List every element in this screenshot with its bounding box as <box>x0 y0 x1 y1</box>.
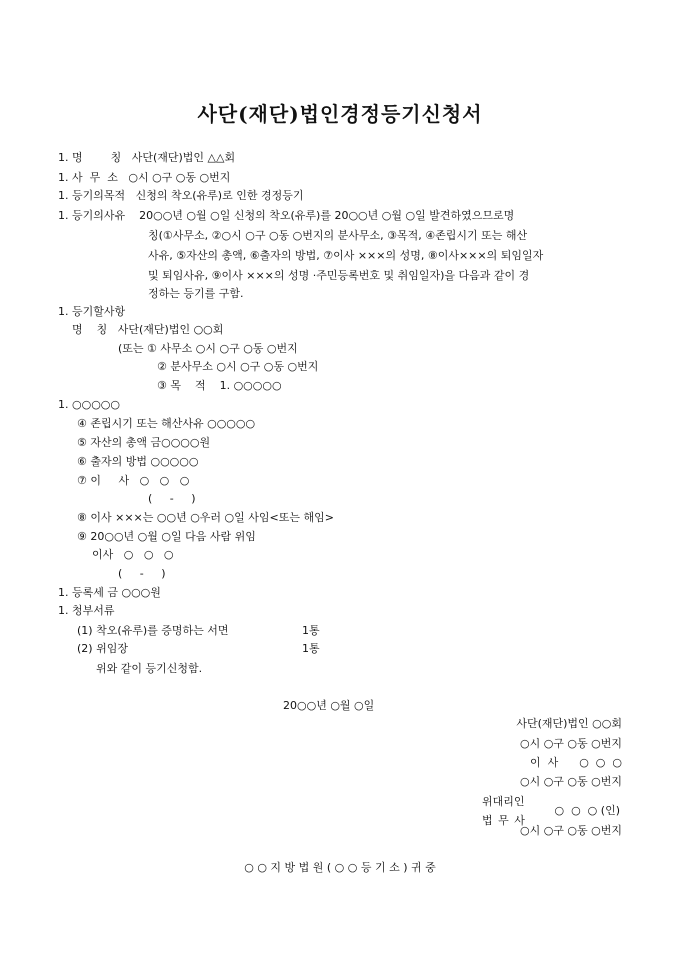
applicant-address: ○시 ○구 ○동 ○번지 <box>519 737 622 750</box>
field-cause-line: 및 퇴임사유, ⑨이사 ×××의 성명 ·주민등록번호 및 취임일자)을 다음과 같이 경 <box>148 269 530 282</box>
recipient-court: ○ ○ 지 방 법 원 ( ○ ○ 등 기 소 ) 귀 중 <box>244 861 436 874</box>
attachment-label: (2) 위임장 <box>77 642 128 655</box>
section-attachments: 1. 청부서류 <box>58 604 115 617</box>
reg-alt-purpose: ③ 목 적 1. ○○○○○ <box>157 379 282 392</box>
director-address: ○시 ○구 ○동 ○번지 <box>519 775 622 788</box>
field-office: 1. 사 무 소 ○시 ○구 ○동 ○번지 <box>58 171 231 184</box>
agent-label: 위대리인 <box>482 795 525 808</box>
director-name: 이 사 ○ ○ ○ <box>529 756 622 769</box>
agent-address: ○시 ○구 ○동 ○번지 <box>519 824 622 837</box>
attachment-label: (1) 착오(유루)를 증명하는 서면 <box>77 624 229 637</box>
field-cause-line: 정하는 등기를 구함. <box>148 287 244 300</box>
attachment-count: 1통 <box>302 624 320 637</box>
field-purpose: 1. 등기의목적 신청의 착오(유루)로 인한 경정등기 <box>58 189 304 202</box>
section-registration-items: 1. 등기할사항 <box>58 305 126 318</box>
field-cause-line: 칭(①사무소, ②○시 ○구 ○동 ○번지의 분사무소, ③목적, ④존립시기 또는 해산 <box>148 229 528 242</box>
agent-title: 법 무 사 <box>482 814 526 827</box>
attachment-count: 1통 <box>302 642 320 655</box>
field-cause: 1. 등기의사유 20○○년 ○월 ○일 신청의 착오(유루)를 20○○년 ○월 ○일 발견하였으므로명 <box>58 209 515 222</box>
reg-rrn: ( - ) <box>118 567 166 580</box>
field-cause-line: 사유, ⑤자산의 총액, ⑥출자의 방법, ⑦이사 ×××의 성명, ⑧이사×××의 퇴임일자 <box>148 249 544 262</box>
reg-item: ⑤ 자산의 총액 금○○○○원 <box>77 436 211 449</box>
application-date: 20○○년 ○월 ○일 <box>283 699 375 712</box>
reg-item: 1. ○○○○○ <box>58 398 120 411</box>
document-title: 사단(재단)법인경정등기신청서 <box>197 102 483 126</box>
reg-rrn: ( - ) <box>148 492 196 505</box>
reg-item: ⑥ 출자의 방법 ○○○○○ <box>77 455 199 468</box>
field-tax: 1. 등록세 금 ○○○원 <box>58 586 161 599</box>
closing-statement: 위와 같이 등기신청함. <box>96 662 203 675</box>
reg-alt-office: (또는 ① 사무소 ○시 ○구 ○동 ○번지 <box>118 342 298 355</box>
field-name: 1. 명 칭 사단(재단)법인 △△회 <box>58 151 236 164</box>
reg-director: 이사 ○ ○ ○ <box>92 548 174 561</box>
reg-item: ⑨ 20○○년 ○월 ○일 다음 사람 위임 <box>77 530 256 543</box>
reg-alt-branch: ② 분사무소 ○시 ○구 ○동 ○번지 <box>157 360 319 373</box>
reg-item: ④ 존립시기 또는 해산사유 ○○○○○ <box>77 417 256 430</box>
applicant-name: 사단(재단)법인 ○○회 <box>516 717 622 730</box>
reg-name: 명 칭 사단(재단)법인 ○○회 <box>72 323 224 336</box>
reg-item: ⑧ 이사 ×××는 ○○년 ○우러 ○일 사임<또는 해임> <box>77 511 334 524</box>
reg-item: ⑦ 이 사 ○ ○ ○ <box>77 474 190 487</box>
agent-name: ○ ○ ○ (인) <box>554 804 620 817</box>
